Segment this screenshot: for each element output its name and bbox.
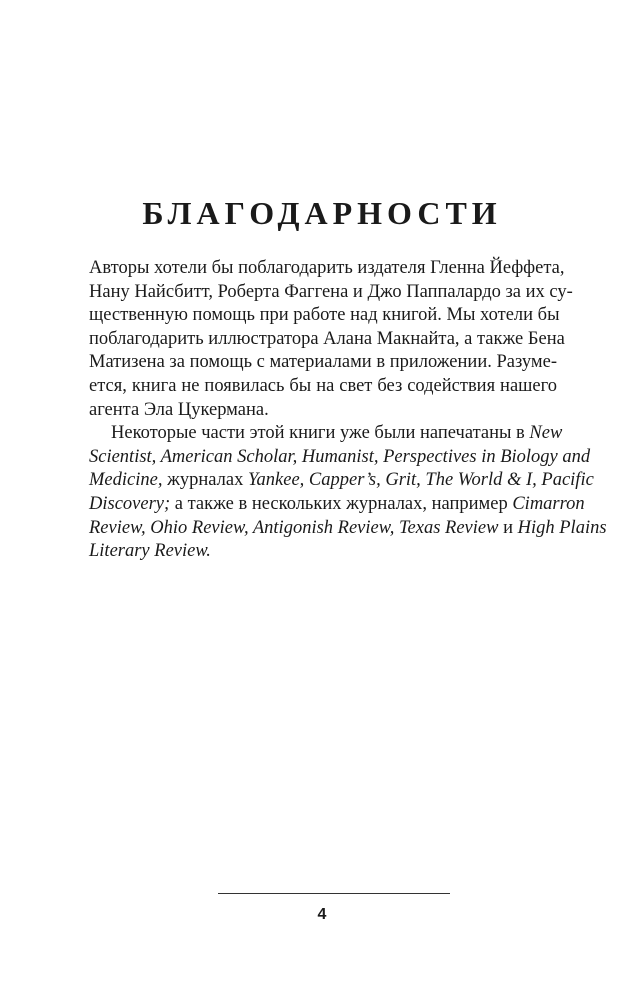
text-line: поблагодарить иллюстратора Алана Макнайта, а также Бена (89, 328, 565, 349)
italic-text: Cimarron (512, 493, 585, 514)
text-line: щественную помощь при работе над книгой. Мы хотели бы (89, 305, 560, 326)
text-line: ется, книга не появилась бы на свет без содействия нашего (89, 375, 557, 396)
plain-text: и (498, 517, 518, 538)
text-line (89, 469, 594, 493)
italic-text: Discovery; (89, 493, 171, 514)
text-line: агента Эла Цукермана. (89, 399, 269, 420)
page-number: 4 (317, 906, 327, 923)
italic-text: Medicine, (89, 470, 163, 491)
text-line: Матизена за помощь с материалами в приложении. Разуме- (89, 352, 557, 373)
plain-text: журналах (162, 470, 248, 491)
page-title: БЛАГОДАРНОСТИ (142, 195, 502, 231)
text-line (89, 422, 563, 446)
footer-divider (218, 893, 450, 894)
italic-text: Literary Review. (89, 541, 211, 562)
text-line (89, 446, 591, 470)
text-line: Нану Найсбитт, Роберта Фаггена и Джо Паппалардо за их су- (89, 281, 573, 302)
body-text (89, 257, 607, 564)
text-line (89, 517, 607, 541)
italic-text: High Plains (517, 517, 607, 538)
italic-text: Scientist, American Scholar, Humanist, Perspectives in Biology and (89, 446, 591, 467)
plain-text: Некоторые части этой книги уже были напечатаны в (111, 423, 530, 444)
italic-text: New (529, 423, 563, 444)
plain-text: а также в нескольких журналах, например (170, 493, 513, 514)
italic-text: Yankee, Capper’s, Grit, The World & I, Pacific (247, 470, 594, 491)
text-line: Авторы хотели бы поблагодарить издателя Гленна Йеффета, (89, 258, 565, 278)
italic-text: Review, Ohio Review, Antigonish Review, Texas Review (89, 517, 499, 538)
text-line (89, 493, 585, 517)
text-line (89, 540, 557, 564)
